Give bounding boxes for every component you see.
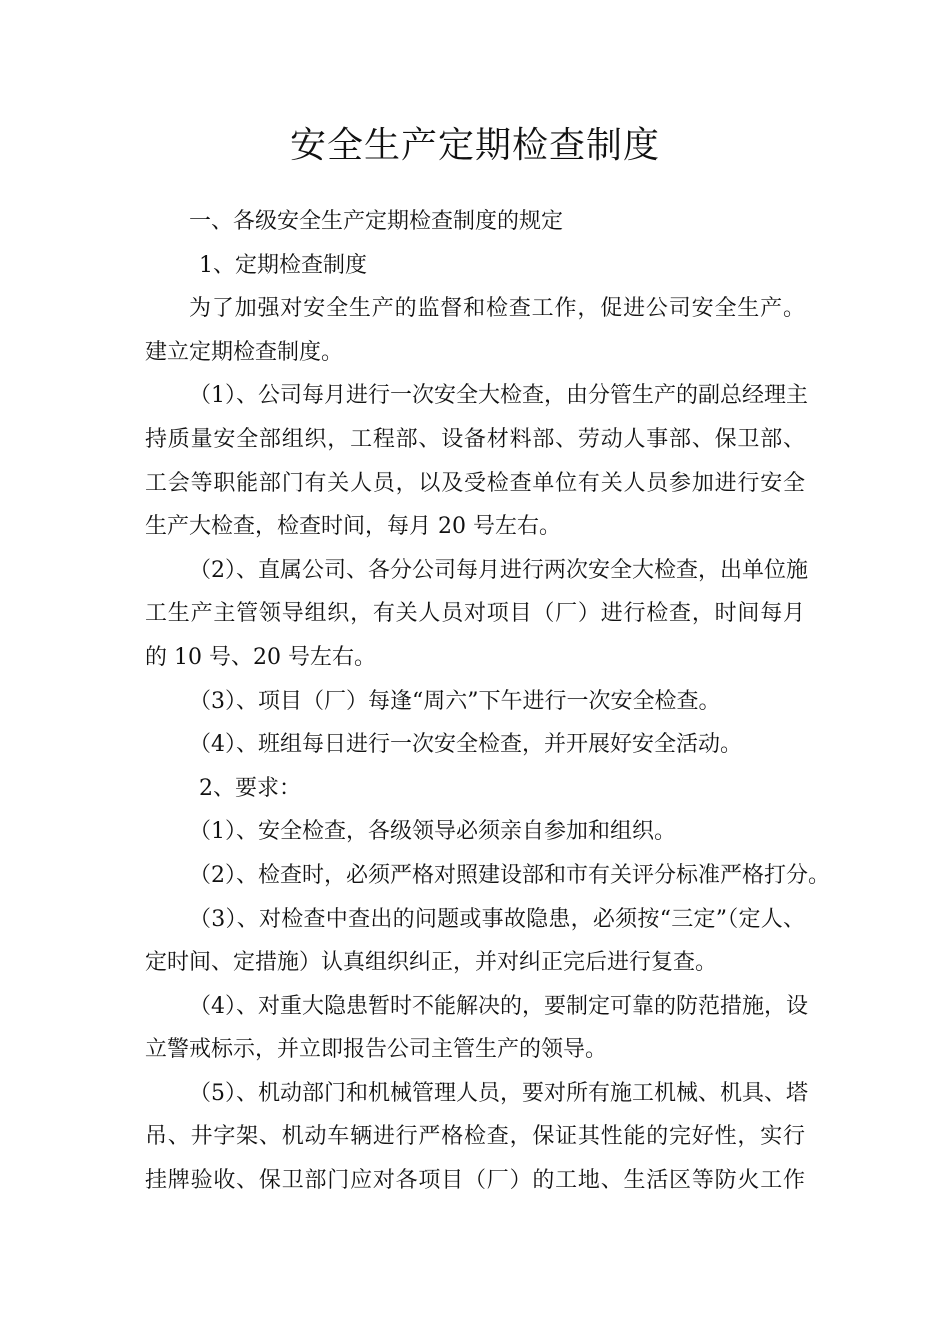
paragraph-line: 定时间、定措施）认真组织纠正，并对纠正完后进行复查。 — [145, 950, 718, 976]
paragraph-line: （1）、安全检查，各级领导必须亲自参加和组织。 — [189, 819, 676, 845]
document-title: 安全生产定期检查制度 — [289, 125, 660, 166]
paragraph-line: （4）、班组每日进行一次安全检查，并开展好安全活动。 — [189, 732, 742, 758]
paragraph-line: （1）、公司每月进行一次安全大检查，由分管生产的副总经理主 — [189, 383, 808, 409]
paragraph-line: 吊、井字架、机动车辆进行严格检查，保证其性能的完好性，实行 — [145, 1124, 805, 1150]
paragraph-line: （3）、项目（厂）每逢“周六”下午进行一次安全检查。 — [189, 688, 721, 714]
paragraph-line: 挂牌验收、保卫部门应对各项目（厂）的工地、生活区等防火工作 — [145, 1168, 805, 1194]
paragraph-line: 立警戒标示，并立即报告公司主管生产的领导。 — [145, 1037, 608, 1063]
section-heading: 一、各级安全生产定期检查制度的规定 — [189, 209, 564, 234]
paragraph-line: 持质量安全部组织，工程部、设备材料部、劳动人事部、保卫部、 — [145, 426, 805, 452]
document-body — [145, 200, 830, 1203]
paragraph-line: 的 10 号、20 号左右。 — [145, 644, 376, 670]
paragraph-line: （4）、对重大隐患暂时不能解决的，要制定可靠的防范措施，设 — [189, 993, 808, 1019]
paragraph-line: 为了加强对安全生产的监督和检查工作，促进公司安全生产。 — [189, 296, 805, 322]
paragraph-line: （5）、机动部门和机械管理人员，要对所有施工机械、机具、塔 — [189, 1080, 808, 1106]
paragraph-line: （3）、对检查中查出的问题或事故隐患，必须按“三定”（定人、 — [189, 906, 805, 932]
paragraph-line: （2）、直属公司、各分公司每月进行两次安全大检查，出单位施 — [189, 557, 808, 583]
paragraph-line: 建立定期检查制度。 — [145, 339, 344, 365]
paragraph-line: （2）、检查时，必须严格对照建设部和市有关评分标准严格打分。 — [189, 862, 830, 888]
subsection-heading: 1、定期检查制度 — [199, 252, 367, 278]
paragraph-line: 工生产主管领导组织，有关人员对项目（厂）进行检查，时间每月 — [145, 601, 805, 627]
paragraph-line: 生产大检查，检查时间，每月 20 号左右。 — [145, 514, 561, 540]
subsection-heading: 2、要求： — [199, 775, 301, 801]
paragraph-line: 工会等职能部门有关人员，以及受检查单位有关人员参加进行安全 — [145, 470, 805, 496]
